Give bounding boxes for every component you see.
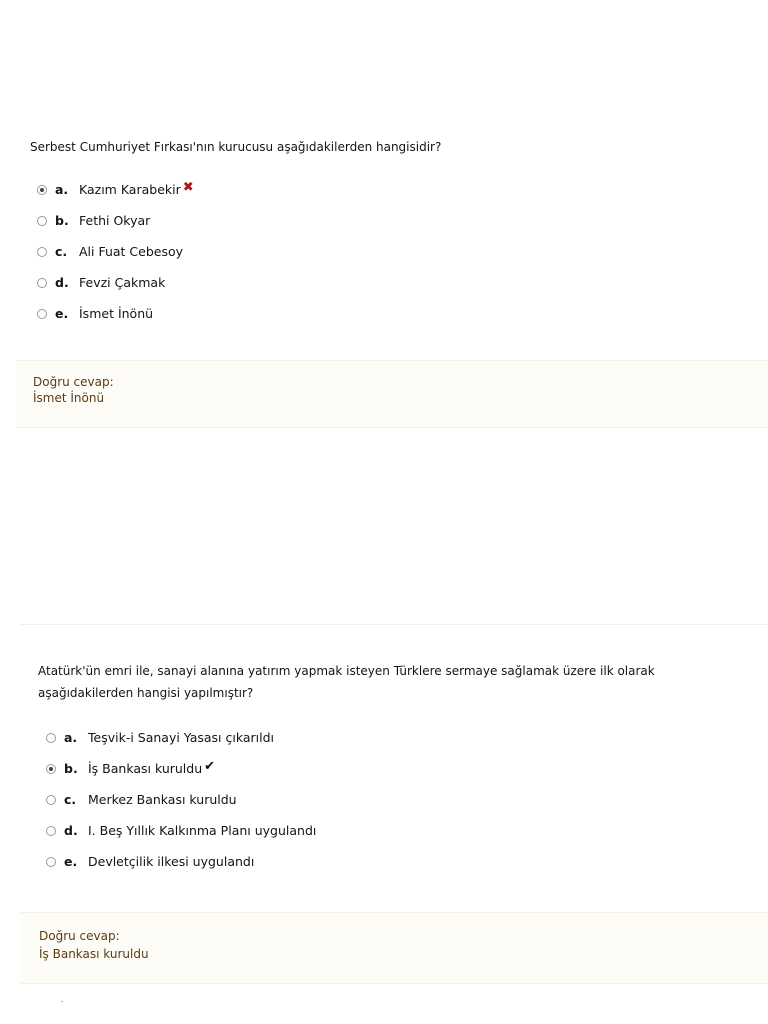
- radio-button-selected[interactable]: [37, 185, 47, 195]
- radio-button[interactable]: [46, 857, 56, 867]
- correct-check-icon: ✔: [204, 759, 216, 774]
- question-2-feedback: [20, 912, 768, 984]
- option-letter: a.: [64, 730, 78, 745]
- q2-option-b[interactable]: [46, 753, 316, 784]
- q2-option-a[interactable]: [46, 722, 316, 753]
- option-text: Fethi Okyar: [79, 213, 151, 228]
- scan-speck: [61, 1001, 63, 1002]
- q2-option-c[interactable]: [46, 784, 316, 815]
- q1-option-d[interactable]: [37, 267, 194, 298]
- q2-option-e[interactable]: [46, 846, 316, 877]
- q2-option-d[interactable]: [46, 815, 316, 846]
- correct-answer-value: İsmet İnönü: [33, 391, 105, 405]
- radio-button[interactable]: [37, 216, 47, 226]
- option-text: I. Beş Yıllık Kalkınma Planı uygulandı: [88, 823, 317, 838]
- option-text: İş Bankası kuruldu: [88, 761, 203, 776]
- radio-button-selected[interactable]: [46, 764, 56, 774]
- option-letter: d.: [64, 823, 78, 838]
- option-letter: c.: [64, 792, 77, 807]
- radio-button[interactable]: [46, 733, 56, 743]
- option-text: Teşvik-i Sanayi Yasası çıkarıldı: [88, 730, 275, 745]
- q1-option-a[interactable]: [37, 174, 194, 205]
- radio-button[interactable]: [46, 826, 56, 836]
- option-text: İsmet İnönü: [79, 306, 154, 321]
- option-text: Merkez Bankası kuruldu: [88, 792, 237, 807]
- question-divider: [20, 624, 768, 625]
- option-text: Fevzi Çakmak: [79, 275, 166, 290]
- option-text: Devletçilik ilkesi uygulandı: [88, 854, 255, 869]
- option-letter: e.: [64, 854, 78, 869]
- q1-option-e[interactable]: [37, 298, 194, 329]
- question-2-text: Atatürk'ün emri ile, sanayi alanına yatırım yapmak isteyen Türklere sermaye sağlamak üzere ilk olarak aşağıdakilerden hangisi yapılmıştır?: [38, 664, 655, 700]
- question-1-text: Serbest Cumhuriyet Fırkası'nın kurucusu aşağıdakilerden hangisidir?: [30, 140, 442, 154]
- option-letter: b.: [64, 761, 78, 776]
- option-letter: c.: [55, 244, 68, 259]
- question-2-answers: [46, 722, 316, 877]
- option-letter: e.: [55, 306, 69, 321]
- radio-button[interactable]: [37, 247, 47, 257]
- correct-answer-label: Doğru cevap:: [33, 375, 114, 389]
- correct-answer-value: İş Bankası kuruldu: [39, 947, 149, 961]
- question-1-feedback: [16, 360, 768, 428]
- q1-option-b[interactable]: [37, 205, 194, 236]
- option-letter: a.: [55, 182, 69, 197]
- option-text: Ali Fuat Cebesoy: [79, 244, 184, 259]
- option-text: Kazım Karabekir: [79, 182, 181, 197]
- radio-button[interactable]: [46, 795, 56, 805]
- radio-button[interactable]: [37, 278, 47, 288]
- option-letter: d.: [55, 275, 69, 290]
- incorrect-icon: ✖: [182, 180, 194, 195]
- radio-button[interactable]: [37, 309, 47, 319]
- question-1-answers: [37, 174, 194, 329]
- q1-option-c[interactable]: [37, 236, 194, 267]
- option-letter: b.: [55, 213, 69, 228]
- correct-answer-label: Doğru cevap:: [39, 929, 120, 943]
